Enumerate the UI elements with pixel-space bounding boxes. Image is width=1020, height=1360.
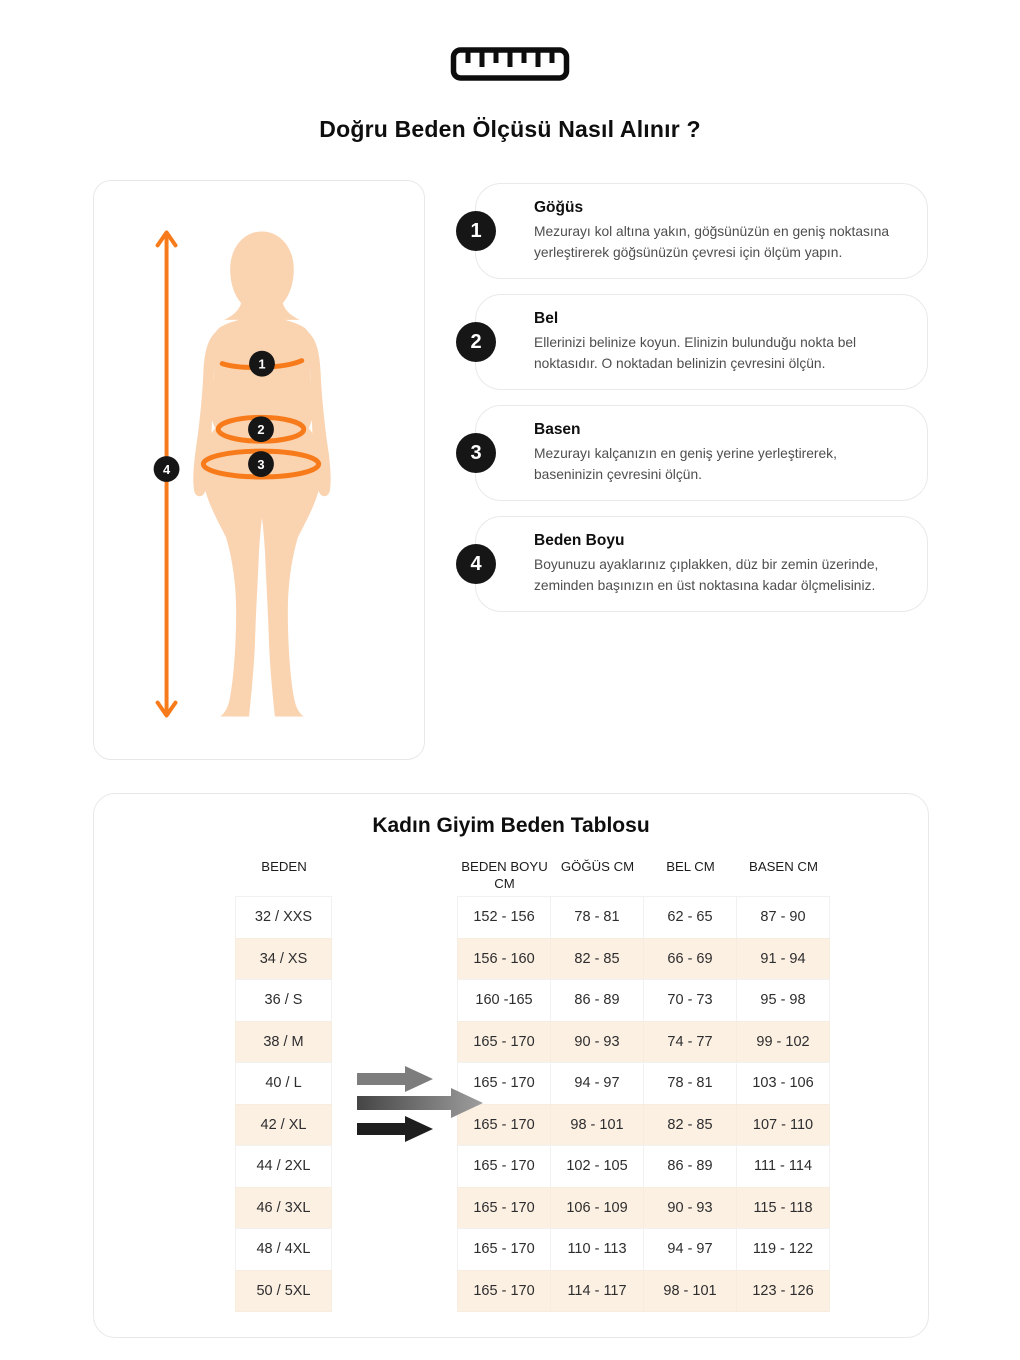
table-row	[236, 896, 928, 938]
cell-boy: 160 -165	[457, 979, 551, 1022]
cell-beden: 40 / L	[235, 1062, 332, 1105]
cell-basen: 95 - 98	[736, 979, 830, 1022]
instruction-title: Beden Boyu	[534, 531, 625, 549]
table-row	[236, 1228, 928, 1270]
cell-gap	[331, 1021, 458, 1064]
arrow-right-icon	[357, 1088, 483, 1118]
cell-basen: 119 - 122	[736, 1228, 830, 1271]
cell-bel: 78 - 81	[643, 1062, 737, 1105]
cell-beden: 48 / 4XL	[235, 1228, 332, 1271]
cell-beden: 42 / XL	[235, 1104, 332, 1147]
cell-beden: 36 / S	[235, 979, 332, 1022]
table-row	[236, 979, 928, 1021]
cell-basen: 111 - 114	[736, 1145, 830, 1188]
cell-basen: 99 - 102	[736, 1021, 830, 1064]
cell-gogus: 98 - 101	[550, 1104, 644, 1147]
cell-gap	[331, 896, 458, 939]
table-row	[236, 1187, 928, 1229]
marker-4: 4	[162, 461, 171, 477]
marker-3: 3	[257, 457, 265, 473]
cell-bel: 82 - 85	[643, 1104, 737, 1147]
table-row	[236, 938, 928, 980]
instruction-body: Boyunuzu ayaklarınız çıplakken, düz bir zemin üzerinde, zeminden başınızın en üst noktasına kadar ölçmelisiniz.	[534, 556, 879, 593]
step-number-badge: 2	[456, 322, 496, 362]
marker-2: 2	[257, 422, 265, 438]
cell-boy: 165 - 170	[457, 1270, 551, 1313]
arrow-right-icon	[357, 1116, 433, 1142]
ruler-icon	[450, 46, 570, 82]
cell-gogus: 102 - 105	[550, 1145, 644, 1188]
cell-boy: 165 - 170	[457, 1021, 551, 1064]
cell-basen: 87 - 90	[736, 896, 830, 939]
step-number-badge: 1	[456, 211, 496, 251]
instruction-card-bel	[470, 294, 928, 390]
table-row	[236, 1270, 928, 1312]
cell-beden: 44 / 2XL	[235, 1145, 332, 1188]
cell-boy: 152 - 156	[457, 896, 551, 939]
cell-gogus: 90 - 93	[550, 1021, 644, 1064]
header-beden-boyu: BEDEN BOYU CM	[461, 859, 548, 892]
cell-gap	[331, 1187, 458, 1230]
instruction-body: Ellerinizi belinize koyun. Elinizin bulunduğu nokta bel noktasıdır. O noktadan belinizin çevresini ölçün.	[534, 334, 857, 371]
cell-boy: 156 - 160	[457, 938, 551, 981]
cell-boy: 165 - 170	[457, 1104, 551, 1147]
cell-gogus: 114 - 117	[550, 1270, 644, 1313]
cell-boy: 165 - 170	[457, 1187, 551, 1230]
cell-boy: 165 - 170	[457, 1228, 551, 1271]
step-number-badge: 3	[456, 433, 496, 473]
cell-beden: 32 / XXS	[235, 896, 332, 939]
header-gap	[332, 852, 458, 858]
cell-bel: 90 - 93	[643, 1187, 737, 1230]
cell-basen: 103 - 106	[736, 1062, 830, 1105]
instruction-card-basen	[470, 405, 928, 501]
cell-gogus: 110 - 113	[550, 1228, 644, 1271]
cell-beden: 38 / M	[235, 1021, 332, 1064]
header-icon-wrap	[0, 46, 1020, 82]
cell-gap	[331, 1228, 458, 1271]
cell-basen: 107 - 110	[736, 1104, 830, 1147]
measurement-figure-panel	[93, 180, 425, 760]
cell-basen: 91 - 94	[736, 938, 830, 981]
size-table-panel	[93, 793, 929, 1338]
cell-gap	[331, 938, 458, 981]
cell-gogus: 106 - 109	[550, 1187, 644, 1230]
cell-bel: 70 - 73	[643, 979, 737, 1022]
cell-basen: 115 - 118	[736, 1187, 830, 1230]
table-row	[236, 1062, 928, 1104]
cell-boy: 165 - 170	[457, 1062, 551, 1105]
cell-gogus: 94 - 97	[550, 1062, 644, 1105]
table-row	[236, 1104, 928, 1146]
table-row	[236, 1145, 928, 1187]
instruction-title: Göğüs	[534, 198, 584, 216]
instruction-card-gogus	[470, 183, 928, 279]
cell-gap	[331, 1270, 458, 1313]
cell-gap	[331, 979, 458, 1022]
cell-bel: 66 - 69	[643, 938, 737, 981]
cell-basen: 123 - 126	[736, 1270, 830, 1313]
cell-boy: 165 - 170	[457, 1145, 551, 1188]
size-table-title: Kadın Giyim Beden Tablosu	[372, 814, 650, 837]
instruction-title: Bel	[534, 309, 559, 327]
header-gogus: GÖĞÜS CM	[560, 859, 635, 874]
cell-beden: 34 / XS	[235, 938, 332, 981]
cell-gap	[331, 1145, 458, 1188]
cell-bel: 94 - 97	[643, 1228, 737, 1271]
instruction-body: Mezurayı kalçanızın en geniş yerine yerleştirerek, baseninizin çevresini ölçün.	[534, 445, 837, 482]
instruction-card-beden-boyu	[470, 516, 928, 612]
instruction-title: Basen	[534, 420, 581, 438]
cell-gogus: 86 - 89	[550, 979, 644, 1022]
body-silhouette-figure	[94, 181, 424, 759]
marker-1: 1	[258, 356, 266, 372]
cell-bel: 62 - 65	[643, 896, 737, 939]
cell-gogus: 78 - 81	[550, 896, 644, 939]
page-title: Doğru Beden Ölçüsü Nasıl Alınır ?	[319, 116, 701, 142]
cell-gogus: 82 - 85	[550, 938, 644, 981]
size-pointer-arrows	[357, 1066, 487, 1144]
header-bel: BEL CM	[666, 859, 715, 874]
cell-bel: 74 - 77	[643, 1021, 737, 1064]
cell-bel: 86 - 89	[643, 1145, 737, 1188]
instruction-cards	[470, 183, 928, 627]
table-row	[236, 1021, 928, 1063]
cell-beden: 50 / 5XL	[235, 1270, 332, 1313]
size-table	[236, 852, 928, 1311]
cell-beden: 46 / 3XL	[235, 1187, 332, 1230]
table-header-row	[236, 852, 928, 896]
header-basen: BASEN CM	[749, 859, 818, 874]
header-beden: BEDEN	[261, 859, 307, 874]
instruction-body: Mezurayı kol altına yakın, göğsünüzün en geniş noktasına yerleştirerek göğsünüzün çevresi için ölçüm yapın.	[534, 223, 890, 260]
cell-bel: 98 - 101	[643, 1270, 737, 1313]
step-number-badge: 4	[456, 544, 496, 584]
